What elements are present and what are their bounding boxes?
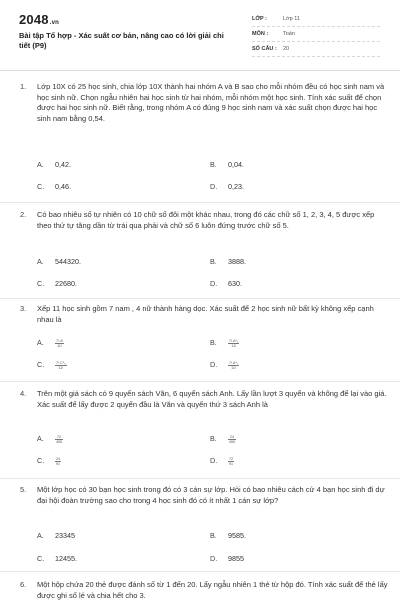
question-divider bbox=[0, 381, 400, 382]
question-divider bbox=[0, 478, 400, 479]
option-c[interactable]: C. 0,46. bbox=[37, 182, 71, 191]
option-b[interactable]: B. $\frac{24}{455}$ bbox=[210, 434, 235, 444]
question-divider bbox=[0, 298, 400, 299]
header-divider bbox=[0, 70, 400, 71]
question-text: Lớp 10X có 25 học sinh, chia lớp 10X thành hai nhóm A và B sao cho mỗi nhóm đều có học sinh nam và học sinh nữ. Chọn ngẫu nhiên hai học sinh từ hai nhóm, mỗi nhóm một học sinh. Tính xác suất để chọn được hai học sinh nữ. Biết rằng, trong nhóm A có đúng 9 học sinh nam và xác suất chọn được hai học sinh nam bằng 0,54. bbox=[37, 82, 385, 123]
option-a[interactable]: A. 544320. bbox=[37, 257, 81, 266]
fraction: $\frac{\text{7!.A⁴₈}}{11!}$ bbox=[229, 338, 239, 348]
fraction: $\frac{72}{455}$ bbox=[56, 434, 62, 444]
logo-sub: .vn bbox=[49, 20, 60, 26]
option-a[interactable]: A. $\frac{72}{455}$ bbox=[37, 434, 62, 444]
meta-key: MÔN : bbox=[252, 31, 269, 37]
question-number: 6. bbox=[20, 580, 27, 589]
question-5 bbox=[0, 485, 400, 575]
meta-value: Lớp 11 bbox=[283, 16, 300, 22]
question-2 bbox=[0, 209, 400, 299]
option-a[interactable]: A. $\frac{7!.4!}{11!}$ bbox=[37, 338, 63, 348]
option-a[interactable]: A. 23345 bbox=[37, 531, 75, 540]
question-3 bbox=[0, 304, 400, 384]
meta-key: LỚP : bbox=[252, 16, 267, 22]
fraction: $\frac{72}{91}$ bbox=[229, 456, 233, 466]
document-header bbox=[0, 0, 400, 63]
option-d[interactable]: D. $\frac{\text{7!.A⁴₇}}{11!}$ bbox=[210, 360, 239, 370]
question-divider bbox=[0, 202, 400, 203]
question-text: Một lớp học có 30 bạn học sinh trong đó có 3 cán sự lớp. Hỏi có bao nhiêu cách cử 4 bạn học sinh đi dự đại hội đoàn trường sao cho trong 4 học sinh đó có ít nhất 1 cán sự lớp? bbox=[37, 485, 385, 505]
question-number: 1. bbox=[20, 82, 27, 91]
meta-row-count bbox=[252, 42, 380, 57]
option-c[interactable]: C. $\frac{\text{7!.C⁴₈}}{11!}$ bbox=[37, 360, 66, 370]
fraction: $\frac{24}{455}$ bbox=[229, 434, 235, 444]
meta-row-subject bbox=[252, 27, 380, 42]
option-d[interactable]: D. $\frac{72}{91}$ bbox=[210, 456, 233, 466]
logo-main: 2048 bbox=[19, 12, 49, 27]
fraction: $\frac{\text{7!.C⁴₈}}{11!}$ bbox=[56, 360, 66, 370]
document-title: Bài tập Tổ hợp - Xác suất cơ bản, nâng cao có lời giải chi tiết (P9) bbox=[19, 31, 224, 50]
question-text: Có bao nhiêu số tự nhiên có 10 chữ số đôi một khác nhau, trong đó các chữ số 1, 2, 3, 4, 5 được xếp theo thứ tự tăng dần từ trái qua phải và chữ số 6 luôn đứng trước chữ số 5. bbox=[37, 210, 375, 230]
option-c[interactable]: C. 22680. bbox=[37, 279, 77, 288]
meta-key: SỐ CÂU : bbox=[252, 46, 277, 52]
meta-info bbox=[252, 12, 380, 57]
option-c[interactable]: C. 12455. bbox=[37, 554, 77, 563]
question-6 bbox=[0, 580, 400, 600]
option-b[interactable]: B. $\frac{\text{7!.A⁴₈}}{11!}$ bbox=[210, 338, 239, 348]
fraction: $\frac{\text{7!.A⁴₇}}{11!}$ bbox=[229, 360, 239, 370]
question-text: Xếp 11 học sinh gồm 7 nam , 4 nữ thành hàng dọc. Xác suất để 2 học sinh nữ bất kỳ không xếp cạnh nhau là bbox=[37, 304, 374, 324]
question-text: Trên một giá sách có 9 quyển sách Văn, 6 quyển sách Anh. Lấy lần lượt 3 quyển và không để lại vào giá. Xác suất để lấy được 2 quyển đầu là Văn và quyển thứ 3 sách Anh là bbox=[37, 389, 387, 409]
option-c[interactable]: C. $\frac{24}{91}$ bbox=[37, 456, 60, 466]
option-d[interactable]: D. 630. bbox=[210, 279, 242, 288]
option-b[interactable]: B. 9585. bbox=[210, 531, 246, 540]
question-divider bbox=[0, 571, 400, 572]
fraction: $\frac{7!.4!}{11!}$ bbox=[56, 338, 63, 348]
option-d[interactable]: D. 9855 bbox=[210, 554, 244, 563]
fraction: $\frac{24}{91}$ bbox=[56, 456, 60, 466]
meta-value: 20 bbox=[283, 46, 290, 52]
option-d[interactable]: D. 0,23. bbox=[210, 182, 244, 191]
option-b[interactable]: B. 0,04. bbox=[210, 160, 244, 169]
question-number: 5. bbox=[20, 485, 27, 494]
question-number: 3. bbox=[20, 304, 27, 313]
site-logo[interactable] bbox=[19, 12, 59, 27]
question-number: 2. bbox=[20, 210, 27, 219]
question-text: Một hộp chứa 20 thẻ được đánh số từ 1 đến 20. Lấy ngẫu nhiên 1 thẻ từ hộp đó. Tính xác suất để thẻ lấy được ghi số lẻ và chia hết cho 3. bbox=[37, 580, 388, 600]
meta-value: Toán bbox=[283, 31, 295, 37]
question-number: 4. bbox=[20, 389, 27, 398]
question-4 bbox=[0, 389, 400, 479]
option-b[interactable]: B. 3888. bbox=[210, 257, 246, 266]
option-a[interactable]: A. 0,42. bbox=[37, 160, 71, 169]
meta-row-class bbox=[252, 12, 380, 27]
question-1 bbox=[0, 78, 400, 208]
